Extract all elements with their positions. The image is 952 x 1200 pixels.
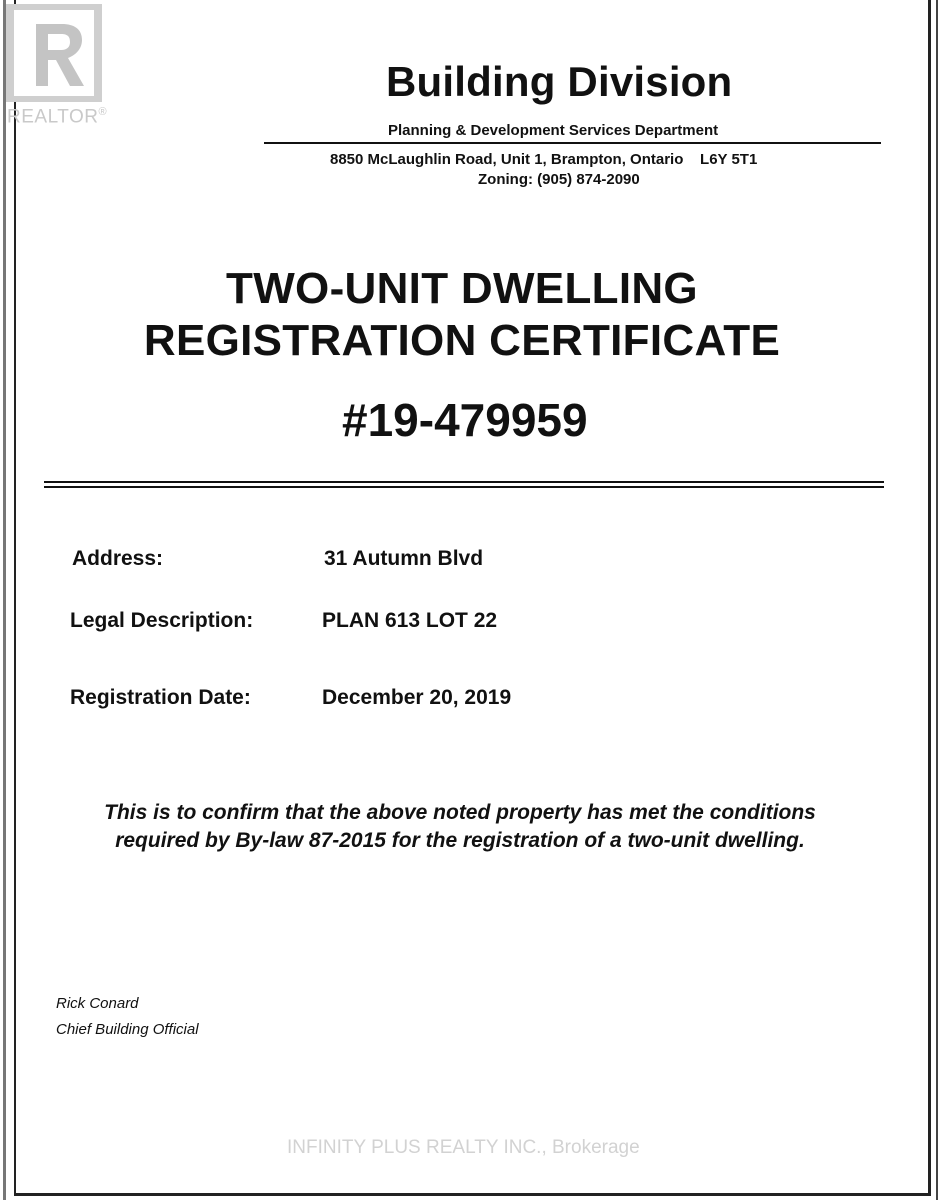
brokerage-watermark: INFINITY PLUS REALTY INC., Brokerage — [287, 1137, 640, 1158]
certificate-title-line1: TWO-UNIT DWELLING — [226, 264, 698, 313]
address-label: Address: — [72, 547, 164, 570]
division-title: Building Division — [386, 58, 733, 105]
realtor-r-logo-icon — [6, 4, 102, 102]
certificate-number: #19-479959 — [342, 394, 588, 446]
department-name: Planning & Development Services Department — [388, 122, 719, 139]
section-divider — [44, 481, 884, 483]
page-border — [16, 0, 931, 1196]
realtor-text: REALTOR — [7, 106, 99, 128]
registered-mark: ® — [98, 106, 108, 118]
office-address: 8850 McLaughlin Road, Unit 1, Brampton, Ontario L6Y 5T1 — [330, 151, 758, 168]
zoning-phone: Zoning: (905) 874-2090 — [478, 171, 640, 188]
legal-description-value: PLAN 613 LOT 22 — [322, 609, 498, 632]
registration-date-value: December 20, 2019 — [322, 686, 512, 709]
realtor-wordmark — [7, 106, 107, 128]
header-divider — [264, 142, 881, 144]
address-value: 31 Autumn Blvd — [324, 547, 484, 570]
confirmation-line-1: This is to confirm that the above noted property has met the conditions — [104, 801, 816, 824]
page-edge — [3, 0, 6, 1200]
section-divider-second — [44, 486, 884, 488]
legal-description-label: Legal Description: — [70, 609, 254, 632]
registration-date-label: Registration Date: — [70, 686, 251, 709]
page-edge-right — [936, 0, 938, 1200]
signatory-title: Chief Building Official — [56, 1021, 199, 1038]
certificate-title-line2: REGISTRATION CERTIFICATE — [143, 316, 781, 365]
signatory-name: Rick Conard — [56, 995, 139, 1012]
confirmation-statement — [40, 799, 880, 855]
confirmation-line-2: required by By-law 87-2015 for the registration of a two-unit dwelling. — [115, 829, 805, 852]
